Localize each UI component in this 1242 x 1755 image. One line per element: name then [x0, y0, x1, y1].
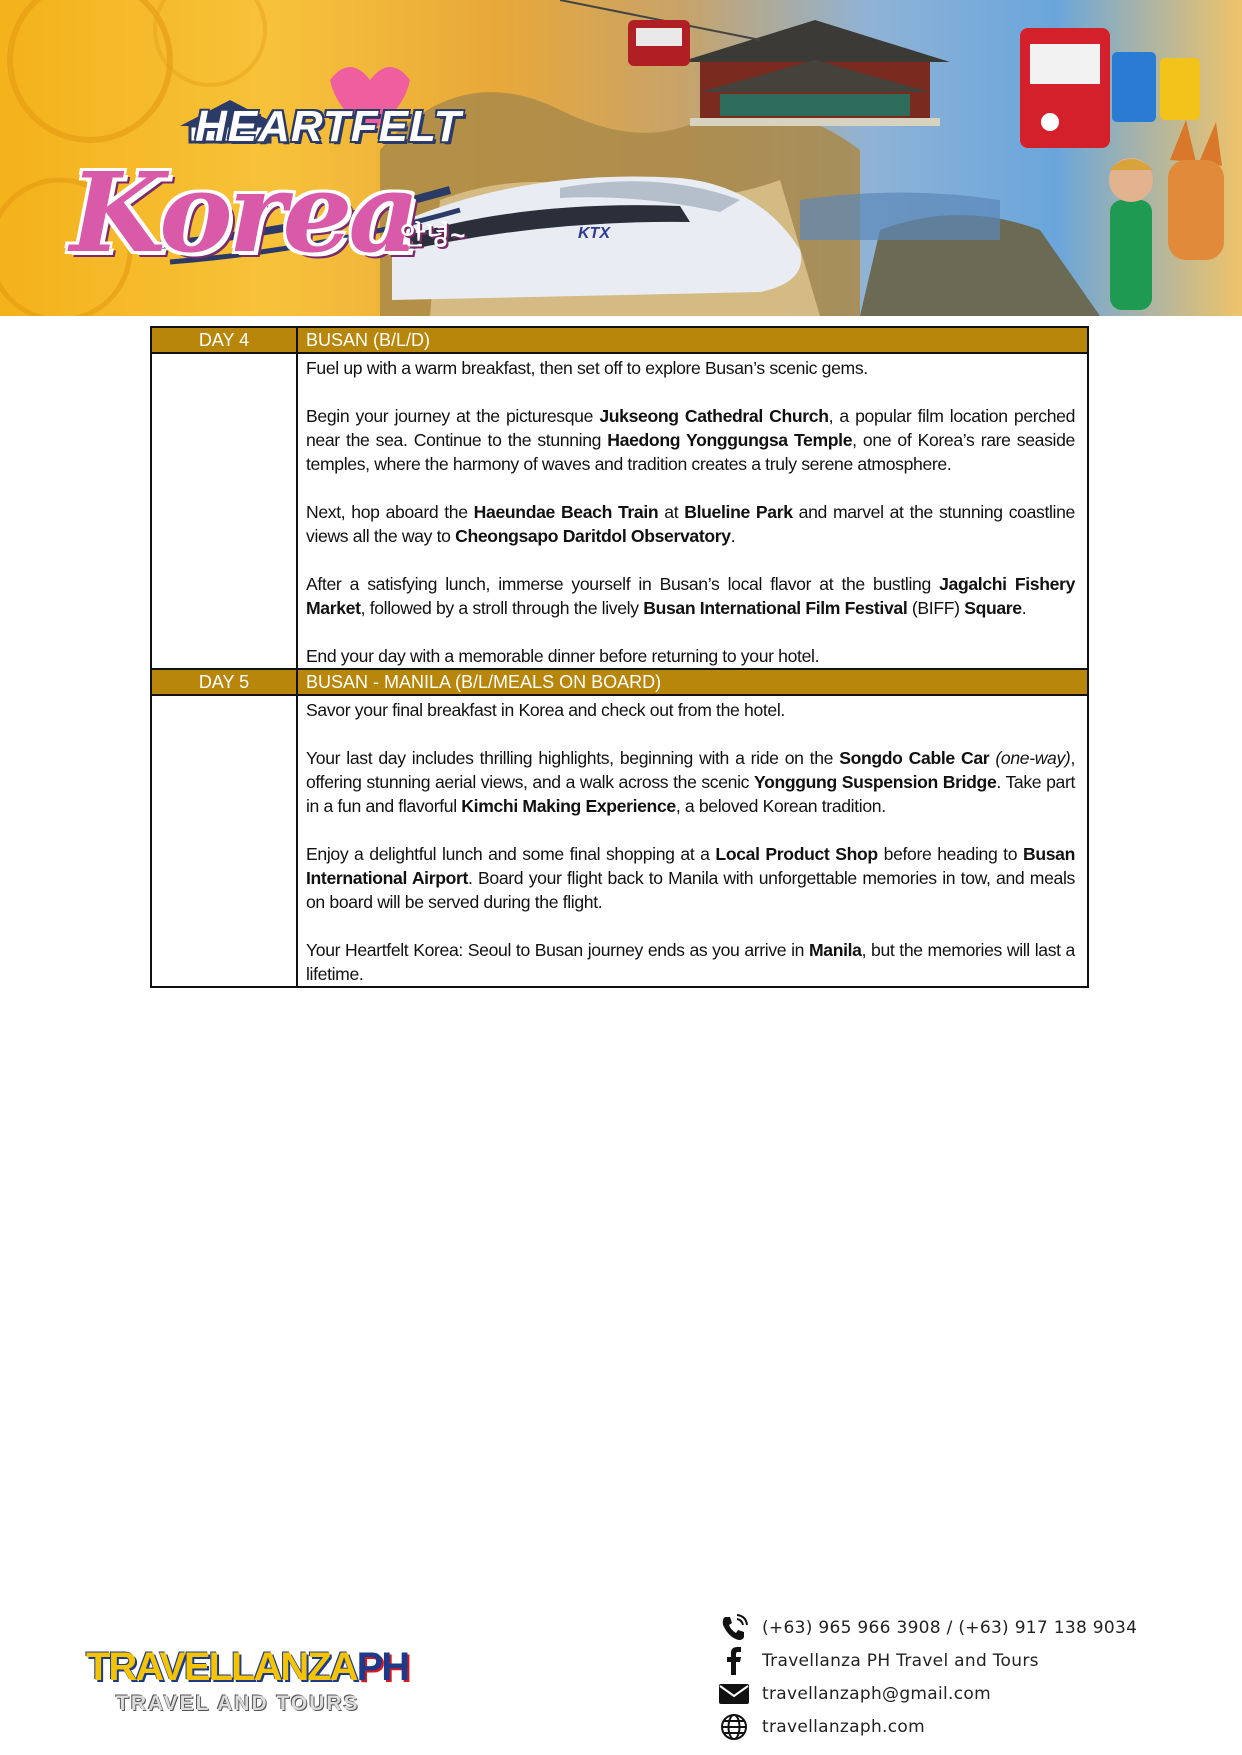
- day-header-row: [151, 669, 1088, 695]
- contact-facebook[interactable]: [716, 1645, 1236, 1677]
- day-header-row: [151, 327, 1088, 353]
- highlight-text: Busan International Film Festival: [643, 598, 908, 618]
- description-text: , followed by a stroll through the lively: [360, 598, 644, 618]
- temple-illustration: [680, 20, 950, 126]
- itinerary-table: [150, 326, 1089, 988]
- day-content-row: [151, 695, 1088, 987]
- day-empty-cell: [151, 353, 297, 669]
- description-text: , a popular film location perched near the sea. Continue to the stunning: [306, 406, 1076, 450]
- highlight-text: Blueline Park: [684, 502, 793, 522]
- description-text: .: [1021, 598, 1027, 618]
- highlight-text: Manila: [808, 940, 862, 960]
- highlight-text: Busan International Airport: [306, 844, 1075, 888]
- day-description: [298, 354, 1087, 668]
- phone-icon: [716, 1613, 752, 1643]
- tram-illustration: [1020, 28, 1200, 148]
- description-text: (BIFF): [907, 598, 965, 618]
- brand-name: TRAVELLANZAPH: [86, 1645, 409, 1689]
- highlight-text: Songdo Cable Car: [839, 748, 990, 768]
- description-text: Savor your final breakfast in Korea and check out from the hotel.: [306, 700, 785, 720]
- day-description: [298, 696, 1087, 986]
- day-content-row: [151, 353, 1088, 669]
- day-label: DAY 4: [151, 327, 297, 353]
- facebook-icon: [716, 1646, 752, 1676]
- day-description-cell: [297, 695, 1088, 987]
- description-text: at: [658, 502, 685, 522]
- highlight-text: Jukseong Cathedral Church: [599, 406, 829, 426]
- contact-phone: [716, 1612, 1236, 1644]
- description-text: End your day with a memorable dinner before returning to your hotel.: [306, 646, 820, 666]
- brand-ph: PH: [356, 1645, 409, 1689]
- description-paragraph: [306, 842, 1075, 914]
- description-text: Your Heartfelt Korea: Seoul to Busan journey ends as you arrive in: [306, 940, 809, 960]
- travellanza-logo: [86, 1645, 426, 1725]
- description-text: , one of Korea’s rare seaside temples, where the harmony of waves and tradition creates a truly serene atmosphere.: [306, 430, 1075, 474]
- description-text: before heading to: [877, 844, 1023, 864]
- svg-text:KTX: KTX: [578, 225, 610, 242]
- description-text: .: [730, 526, 736, 546]
- phone-text: (+63) 965 966 3908 / (+63) 917 138 9034: [762, 1618, 1138, 1638]
- description-text: , but the memories will last a lifetime.: [306, 940, 1075, 984]
- highlight-text: Haedong Yonggungsa Temple: [607, 430, 853, 450]
- description-text: Enjoy a delightful lunch and some final shopping at a: [306, 844, 716, 864]
- highlight-text: Haeundae Beach Train: [473, 502, 659, 522]
- website-text[interactable]: travellanzaph.com: [762, 1717, 925, 1737]
- header-banner: [0, 0, 1242, 316]
- highlight-text: Local Product Shop: [715, 844, 878, 864]
- highlight-text: Kimchi Making Experience: [461, 796, 676, 816]
- description-text: . Board your flight back to Manila with unforgettable memories in tow, and meals on board will be served during the flight.: [306, 868, 1075, 912]
- logo-heartfelt-text: HEARTFELT: [195, 102, 462, 151]
- globe-icon: [716, 1712, 752, 1742]
- highlight-text: Square: [964, 598, 1022, 618]
- contact-list: [716, 1612, 1236, 1744]
- description-text: . Take part in a fun and flavorful: [306, 772, 1076, 816]
- description-paragraph: [306, 572, 1075, 620]
- contact-website[interactable]: [716, 1711, 1236, 1743]
- email-text[interactable]: travellanzaph@gmail.com: [762, 1684, 991, 1704]
- description-text: (one-way): [995, 748, 1071, 768]
- brand-tagline: TRAVEL AND TOURS: [116, 1692, 360, 1715]
- day-title: BUSAN - MANILA (B/L/MEALS ON BOARD): [297, 669, 1088, 695]
- description-paragraph: [306, 698, 1075, 722]
- description-paragraph: [306, 746, 1075, 818]
- day-title: BUSAN (B/L/D): [297, 327, 1088, 353]
- description-text: Begin your journey at the picturesque: [306, 406, 600, 426]
- description-paragraph: [306, 404, 1075, 476]
- itinerary-body: [151, 327, 1088, 987]
- highlight-text: Yonggung Suspension Bridge: [753, 772, 997, 792]
- description-paragraph: [306, 356, 1075, 380]
- description-text: After a satisfying lunch, immerse yourself in Busan’s local flavor at the bustling: [306, 574, 940, 594]
- highlight-text: Cheongsapo Daritdol Observatory: [455, 526, 731, 546]
- description-text: , a beloved Korean tradition.: [675, 796, 886, 816]
- day-empty-cell: [151, 695, 297, 987]
- description-text: Your last day includes thrilling highlights, beginning with a ride on the: [306, 748, 840, 768]
- description-text: Fuel up with a warm breakfast, then set off to explore Busan’s scenic gems.: [306, 358, 868, 378]
- mail-icon: [716, 1679, 752, 1709]
- description-text: and marvel at the stunning coastline views all the way to: [306, 502, 1075, 546]
- highlight-text: Jagalchi Fishery Market: [306, 574, 1076, 618]
- description-text: , offering stunning aerial views, and a walk across the scenic: [306, 748, 1075, 792]
- statue-illustration: [1109, 120, 1224, 310]
- logo-hangul-text: 안녕~: [400, 220, 466, 250]
- description-paragraph: [306, 938, 1075, 986]
- description-text: Next, hop aboard the: [306, 502, 474, 522]
- contact-email[interactable]: [716, 1678, 1236, 1710]
- description-paragraph: [306, 500, 1075, 548]
- heartfelt-korea-logo: [30, 40, 490, 290]
- description-paragraph: [306, 644, 1075, 668]
- day-label: DAY 5: [151, 669, 297, 695]
- logo-korea-text: Korea: [70, 148, 416, 277]
- day-description-cell: [297, 353, 1088, 669]
- facebook-text[interactable]: Travellanza PH Travel and Tours: [762, 1651, 1039, 1671]
